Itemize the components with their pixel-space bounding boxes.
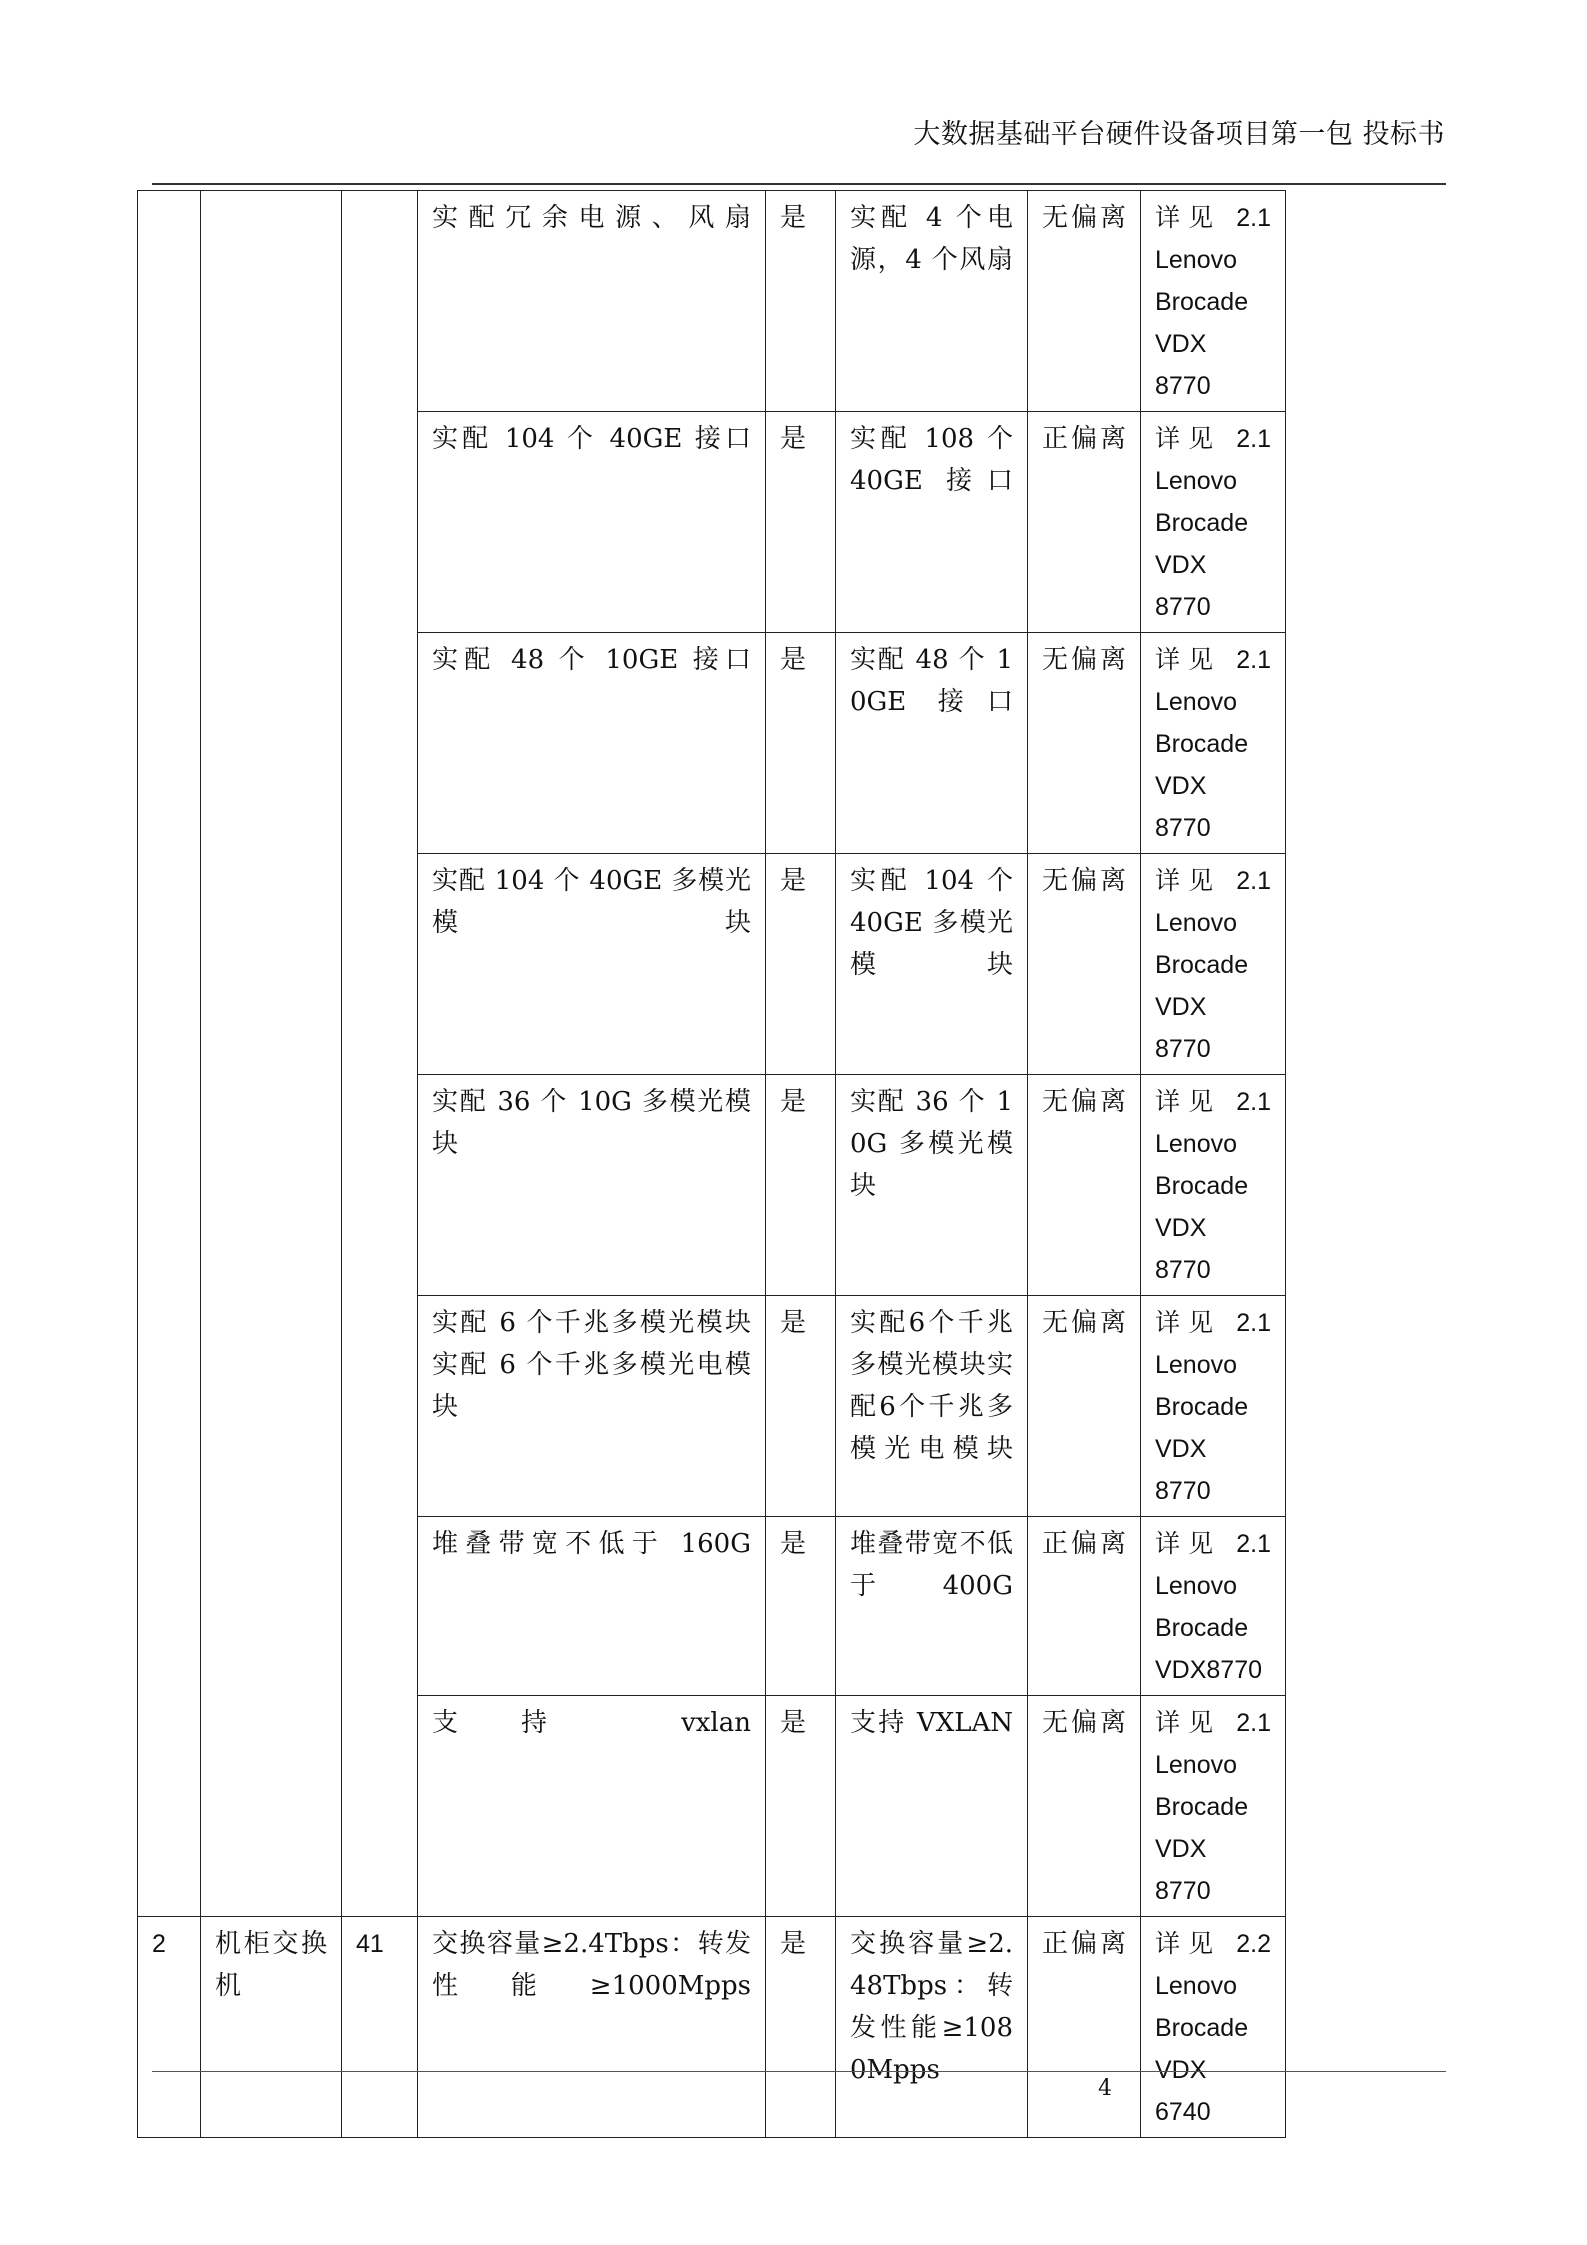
- response-cell: 是: [766, 633, 836, 854]
- reference-line: 详见 2.2: [1155, 1930, 1271, 1958]
- offer-cell: 实配6个千兆多模光模块实配6个千兆多模光电模块: [836, 1296, 1028, 1517]
- page-number: 4: [1098, 2076, 1112, 2101]
- reference-line: 详见 2.1: [1155, 204, 1271, 232]
- reference-line: Brocade: [1155, 288, 1249, 316]
- reference-line: Brocade: [1155, 2014, 1249, 2042]
- reference-line: VDX: [1155, 772, 1207, 800]
- deviation-cell: 无偏离: [1028, 1696, 1141, 1917]
- reference-line: Lenovo: [1155, 1751, 1238, 1779]
- response-cell: 是: [766, 191, 836, 412]
- reference-line: Brocade: [1155, 730, 1249, 758]
- reference-line: VDX: [1155, 993, 1207, 1021]
- reference-line: Lenovo: [1155, 688, 1238, 716]
- reference-line: VDX: [1155, 551, 1207, 579]
- requirement-cell: 实配 6 个千兆多模光模块实配 6 个千兆多模光电模块: [418, 1296, 766, 1517]
- deviation-cell: 无偏离: [1028, 854, 1141, 1075]
- reference-line: 详见 2.1: [1155, 1088, 1271, 1116]
- requirement-cell: 实配 104 个 40GE 多模光模块: [418, 854, 766, 1075]
- reference-line: VDX: [1155, 1214, 1207, 1242]
- deviation-cell: 正偏离: [1028, 1917, 1141, 2138]
- table-row: [138, 191, 1286, 412]
- reference-cell: [1141, 1917, 1286, 2138]
- reference-cell: [1141, 633, 1286, 854]
- reference-line: 8770: [1155, 814, 1211, 842]
- reference-line: Brocade: [1155, 1793, 1249, 1821]
- reference-line: Brocade: [1155, 1393, 1249, 1421]
- reference-line: Lenovo: [1155, 1130, 1238, 1158]
- item-index-cell: [342, 191, 418, 1917]
- response-cell: 是: [766, 854, 836, 1075]
- offer-cell: 实配 4 个电源，4 个风扇: [836, 191, 1028, 412]
- item-name-cell: 机柜交换机: [201, 1917, 342, 2138]
- response-cell: 是: [766, 1296, 836, 1517]
- response-cell: 是: [766, 412, 836, 633]
- reference-line: VDX: [1155, 330, 1207, 358]
- reference-line: Lenovo: [1155, 246, 1238, 274]
- offer-cell: 堆叠带宽不低于 400G: [836, 1517, 1028, 1696]
- requirement-cell: 交换容量≥2.4Tbps：转发性能≥1000Mpps: [418, 1917, 766, 2138]
- offer-cell: 实配 36 个 10G 多模光模块: [836, 1075, 1028, 1296]
- requirement-cell: 堆叠带宽不低于 160G: [418, 1517, 766, 1696]
- reference-line: Lenovo: [1155, 1572, 1238, 1600]
- reference-line: Brocade: [1155, 1614, 1249, 1642]
- deviation-cell: 无偏离: [1028, 1296, 1141, 1517]
- requirement-cell: 支持 vxlan: [418, 1696, 766, 1917]
- reference-line: 8770: [1155, 372, 1211, 400]
- reference-cell: [1141, 1296, 1286, 1517]
- reference-line: 详见 2.1: [1155, 1709, 1271, 1737]
- deviation-cell: 无偏离: [1028, 1075, 1141, 1296]
- reference-line: VDX: [1155, 1435, 1207, 1463]
- requirement-cell: 实配 104 个 40GE 接口: [418, 412, 766, 633]
- deviation-cell: 正偏离: [1028, 1517, 1141, 1696]
- item-number-cell: 2: [138, 1917, 201, 2138]
- reference-line: Brocade: [1155, 509, 1249, 537]
- reference-line: Lenovo: [1155, 467, 1238, 495]
- response-cell: 是: [766, 1917, 836, 2138]
- reference-line: Lenovo: [1155, 1972, 1238, 2000]
- reference-line: 详见 2.1: [1155, 1309, 1271, 1337]
- footer-rule: [152, 2071, 1446, 2072]
- reference-cell: [1141, 1696, 1286, 1917]
- reference-line: 8770: [1155, 1256, 1211, 1284]
- reference-line: Lenovo: [1155, 1351, 1238, 1379]
- offer-cell: 实配 104 个 40GE 多模光模块: [836, 854, 1028, 1075]
- document-header-title: 大数据基础平台硬件设备项目第一包 投标书: [913, 119, 1445, 150]
- requirement-cell: 实配冗余电源、风扇: [418, 191, 766, 412]
- response-cell: 是: [766, 1696, 836, 1917]
- compliance-table-body: [138, 191, 1286, 2138]
- reference-line: 8770: [1155, 593, 1211, 621]
- offer-cell: 实配 48 个 10GE 接口: [836, 633, 1028, 854]
- reference-cell: [1141, 1075, 1286, 1296]
- reference-cell: [1141, 854, 1286, 1075]
- reference-line: Brocade: [1155, 1172, 1249, 1200]
- reference-line: VDX8770: [1155, 1656, 1263, 1684]
- response-cell: 是: [766, 1517, 836, 1696]
- reference-line: 8770: [1155, 1035, 1211, 1063]
- deviation-cell: 正偏离: [1028, 412, 1141, 633]
- item-index-cell: 41: [342, 1917, 418, 2138]
- reference-line: 8770: [1155, 1477, 1211, 1505]
- reference-line: 8770: [1155, 1877, 1211, 1905]
- reference-line: VDX: [1155, 2056, 1207, 2084]
- table-row: [138, 1917, 1286, 2138]
- requirement-cell: 实配 48 个 10GE 接口: [418, 633, 766, 854]
- header-rule: [152, 183, 1446, 185]
- reference-cell: [1141, 1517, 1286, 1696]
- deviation-cell: 无偏离: [1028, 191, 1141, 412]
- response-cell: 是: [766, 1075, 836, 1296]
- reference-line: 6740: [1155, 2098, 1211, 2126]
- item-name-cell: [201, 191, 342, 1917]
- reference-cell: [1141, 412, 1286, 633]
- reference-line: 详见 2.1: [1155, 1530, 1271, 1558]
- item-number-cell: [138, 191, 201, 1917]
- reference-line: 详见 2.1: [1155, 867, 1271, 895]
- requirement-cell: 实配 36 个 10G 多模光模块: [418, 1075, 766, 1296]
- reference-line: 详见 2.1: [1155, 646, 1271, 674]
- deviation-cell: 无偏离: [1028, 633, 1141, 854]
- reference-line: Brocade: [1155, 951, 1249, 979]
- reference-line: Lenovo: [1155, 909, 1238, 937]
- reference-line: VDX: [1155, 1835, 1207, 1863]
- compliance-table: [137, 190, 1286, 2138]
- offer-cell: 支持 VXLAN: [836, 1696, 1028, 1917]
- offer-cell: 实配 108 个 40GE 接口: [836, 412, 1028, 633]
- reference-line: 详见 2.1: [1155, 425, 1271, 453]
- reference-cell: [1141, 191, 1286, 412]
- offer-cell: 交换容量≥2.48Tbps：转发性能≥1080Mpps: [836, 1917, 1028, 2138]
